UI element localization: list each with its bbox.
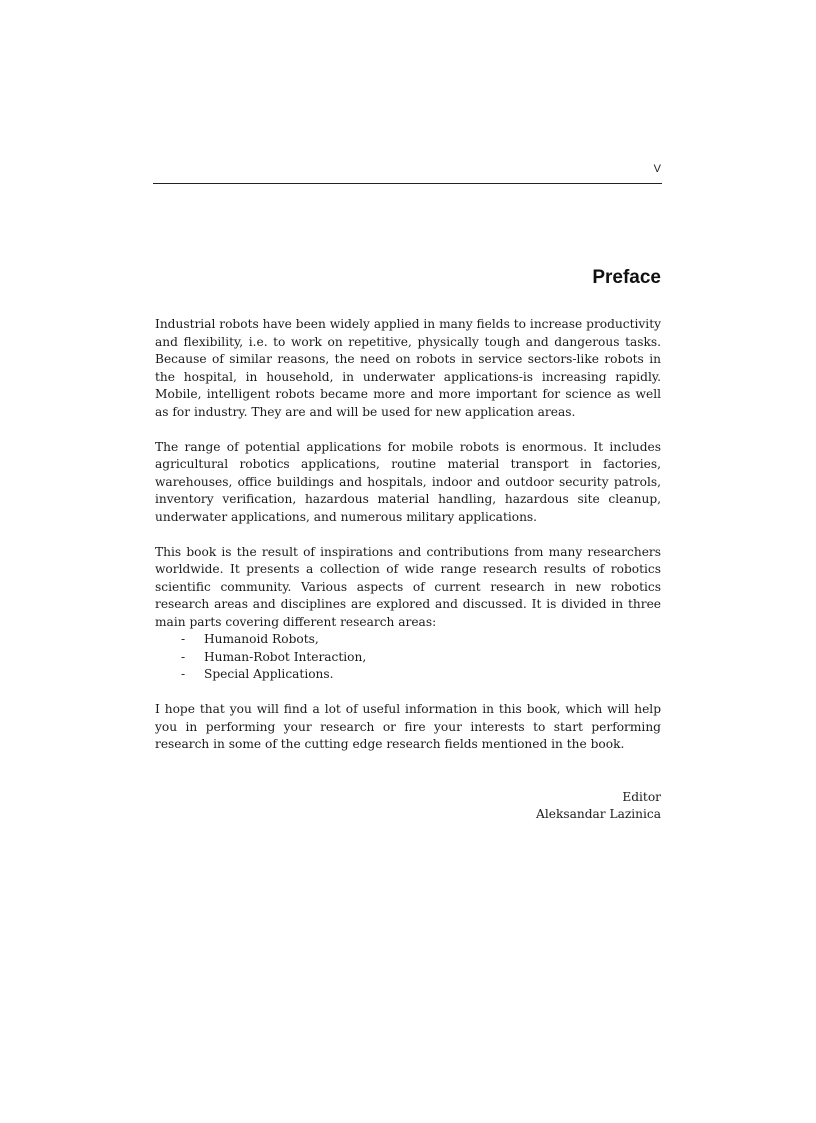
paragraph-book-overview: This book is the result of inspirations and contributions from many researchers worldwide. It presents a collection of wide range research results of robotics scientific community. Various aspects of current research in new robotics research areas and disciplines are explored and discussed. It is divided in three main parts covering different research areas: [155, 544, 661, 629]
paragraph-industrial-robots: Industrial robots have been widely applied in many fields to increase productivity and flexibility, i.e. to work on repetitive, physically tough and dangerous tasks. Because of similar reasons, the need on robots in service sectors-like robots in the hospital, in household, in underwater applications-is increasing rapidly. Mobile, intelligent robots became more and more important for science as well as for industry. They are and will be used for new application areas. [155, 317, 661, 419]
list-dash: - [181, 649, 186, 664]
page-title: Preface [592, 267, 661, 288]
page-number: V [653, 163, 661, 175]
signature-role: Editor [622, 789, 661, 804]
list-dash: - [181, 667, 186, 681]
header-rule [153, 183, 662, 184]
list-item [155, 649, 661, 667]
list-item-label: Human-Robot Interaction, [204, 649, 367, 664]
list-dash: - [181, 632, 186, 646]
preface-body [155, 316, 661, 824]
research-areas-list [155, 631, 661, 684]
signature-name: Aleksandar Lazinica [536, 807, 661, 821]
signature [155, 789, 661, 824]
list-item [155, 631, 661, 649]
list-item-label: Humanoid Robots, [204, 632, 319, 646]
list-item-label: Special Applications. [204, 667, 334, 681]
list-item [155, 666, 661, 684]
paragraph-applications: The range of potential applications for mobile robots is enormous. It includes agricultural robotics applications, routine material transport in factories, warehouses, office buildings and hospitals, indoor and outdoor security patrols, inventory verification, hazardous material handling, hazardous site cleanup, underwater applications, and numerous military applications. [155, 439, 661, 524]
paragraph-closing: I hope that you will find a lot of useful information in this book, which will help you in performing your research or fire your interests to start performing research in some of the cutting edge research fields mentioned in the book. [155, 702, 661, 751]
